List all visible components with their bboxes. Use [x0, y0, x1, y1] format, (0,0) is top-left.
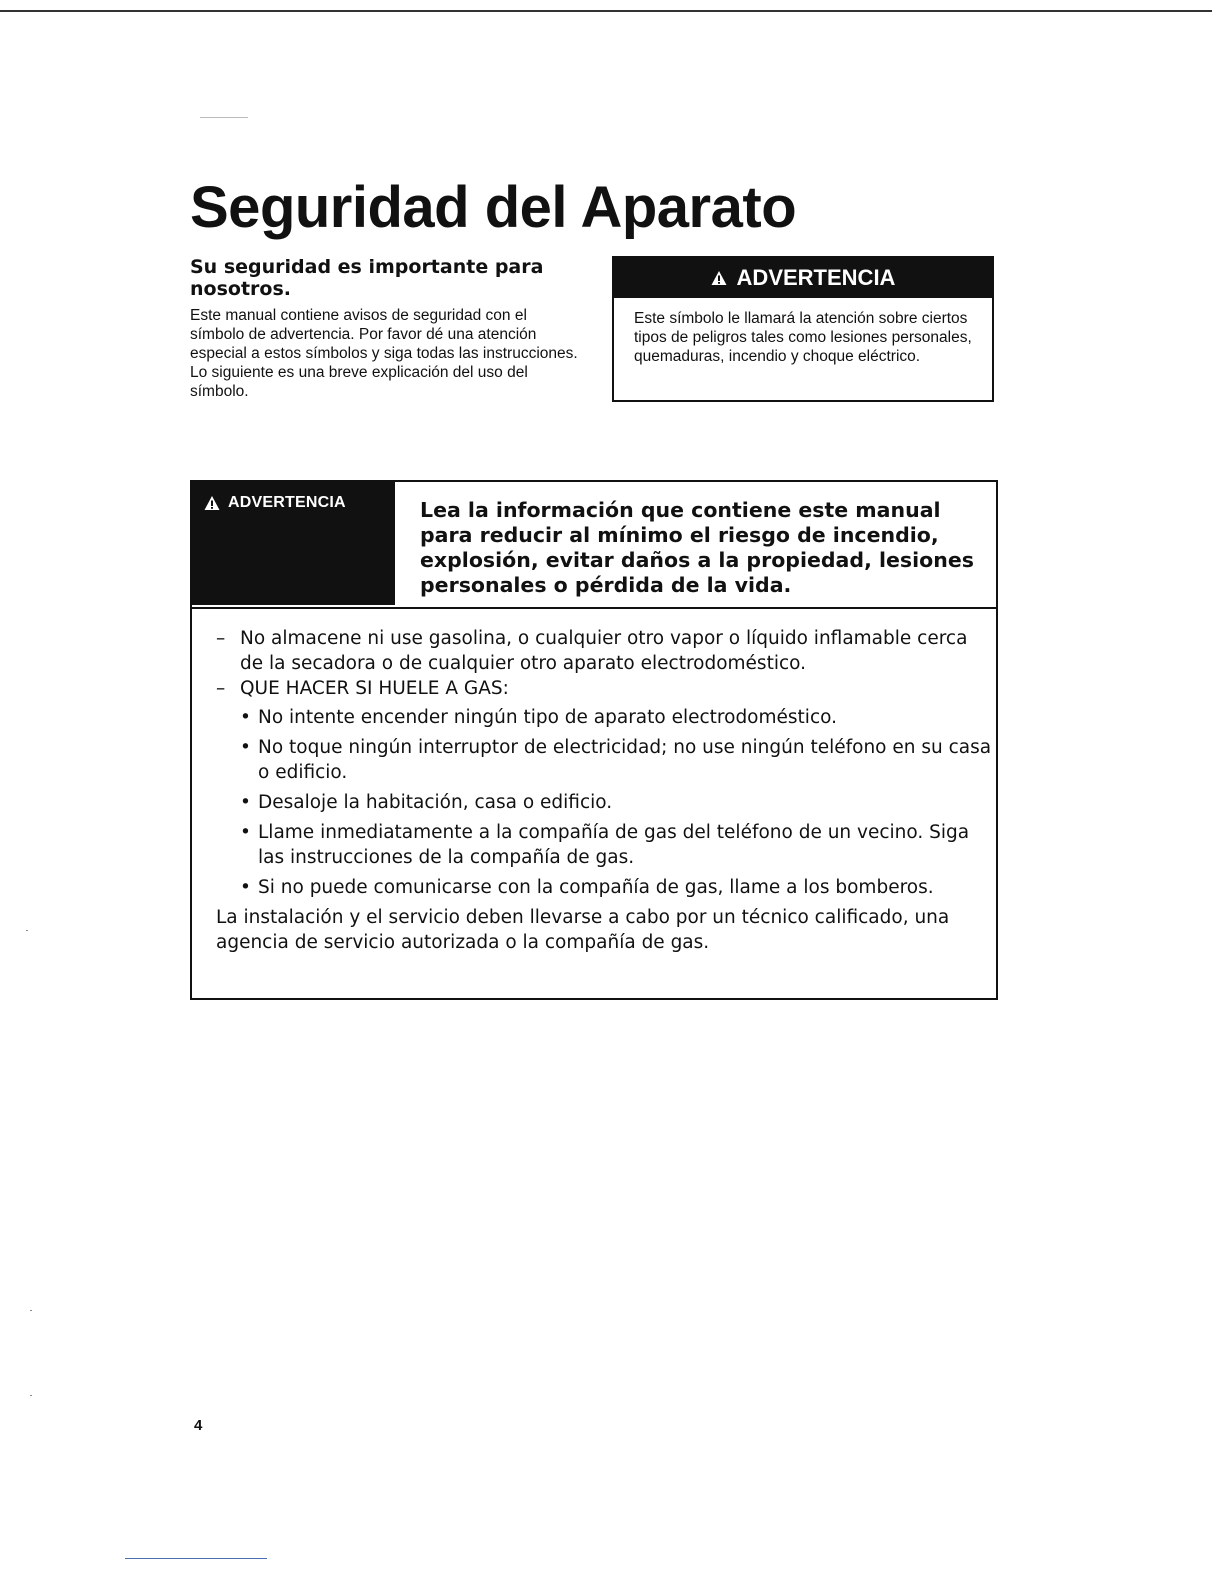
- symbol-box-label: ADVERTENCIA: [736, 265, 896, 290]
- gas-step-text: Desaloje la habitación, casa o edificio.: [258, 792, 613, 813]
- dash-marker: –: [216, 678, 226, 699]
- scan-speck: [30, 1395, 32, 1396]
- main-warning-label-group: [204, 494, 346, 512]
- bullet-marker: •: [240, 792, 251, 813]
- bottom-rule: [125, 1558, 267, 1559]
- scan-speck: [30, 1310, 32, 1311]
- gas-step-item: [240, 735, 992, 785]
- gas-step-text: No toque ningún interruptor de electricidad; no use ningún teléfono en su casa o edificio.: [258, 737, 992, 783]
- symbol-box-text: Este símbolo le llamará la atención sobre ciertos tipos de peligros tales como lesiones personales, quemaduras, incendio y choque eléctrico.: [634, 310, 972, 365]
- intro-heading: Su seguridad es importante para nosotros.: [190, 256, 544, 300]
- gas-step-item: [240, 705, 992, 730]
- main-warning-banner: [192, 482, 395, 605]
- scan-speck: [200, 117, 248, 118]
- page-number: 4: [194, 1417, 203, 1434]
- gas-step-item: [240, 820, 992, 870]
- warning-triangle-icon: [711, 270, 727, 286]
- list-item-text: QUE HACER SI HUELE A GAS:: [240, 678, 509, 699]
- warning-instructions-list: [216, 626, 992, 955]
- list-item: [216, 626, 992, 676]
- main-warning-label: ADVERTENCIA: [228, 494, 346, 511]
- gas-step-text: Si no puede comunicarse con la compañía de gas, llame a los bomberos.: [258, 877, 934, 898]
- top-rule: [0, 10, 1212, 12]
- symbol-box-banner: [614, 258, 992, 298]
- main-warning-header-text: Lea la información que contiene este manual para reducir al mínimo el riesgo de incendio, explosión, evitar daños a la propiedad, lesiones personales o pérdida de la vida.: [420, 498, 974, 597]
- bullet-marker: •: [240, 877, 251, 898]
- bullet-marker: •: [240, 737, 251, 758]
- page-title: Seguridad del Aparato: [190, 175, 797, 240]
- warning-triangle-icon: [204, 495, 220, 511]
- closing-text: La instalación y el servicio deben llevarse a cabo por un técnico calificado, una agencia de servicio autorizada o la compañía de gas.: [216, 907, 950, 953]
- symbol-explanation-box: [612, 256, 994, 402]
- intro-section: [190, 256, 590, 401]
- dash-marker: –: [216, 628, 226, 649]
- gas-steps-list: [240, 705, 992, 900]
- bullet-marker: •: [240, 822, 251, 843]
- gas-step-item: [240, 790, 992, 815]
- main-warning-box: [190, 480, 998, 1000]
- main-warning-header: [192, 482, 996, 609]
- gas-step-text: Llame inmediatamente a la compañía de gas del teléfono de un vecino. Siga las instrucciones de la compañía de gas.: [258, 822, 970, 868]
- scan-speck: [26, 930, 28, 931]
- list-item: [216, 676, 992, 900]
- gas-step-text: No intente encender ningún tipo de aparato electrodoméstico.: [258, 707, 837, 728]
- intro-text: Este manual contiene avisos de seguridad con el símbolo de advertencia. Por favor dé una atención especial a estos símbolos y siga todas las instrucciones. Lo siguiente es una breve explicación del uso del símbolo.: [190, 307, 578, 400]
- bullet-marker: •: [240, 707, 251, 728]
- list-item-text: No almacene ni use gasolina, o cualquier otro vapor o líquido inflamable cerca de la secadora o de cualquier otro aparato electrodoméstico.: [240, 628, 968, 674]
- gas-step-item: [240, 875, 992, 900]
- closing-item: [216, 905, 992, 955]
